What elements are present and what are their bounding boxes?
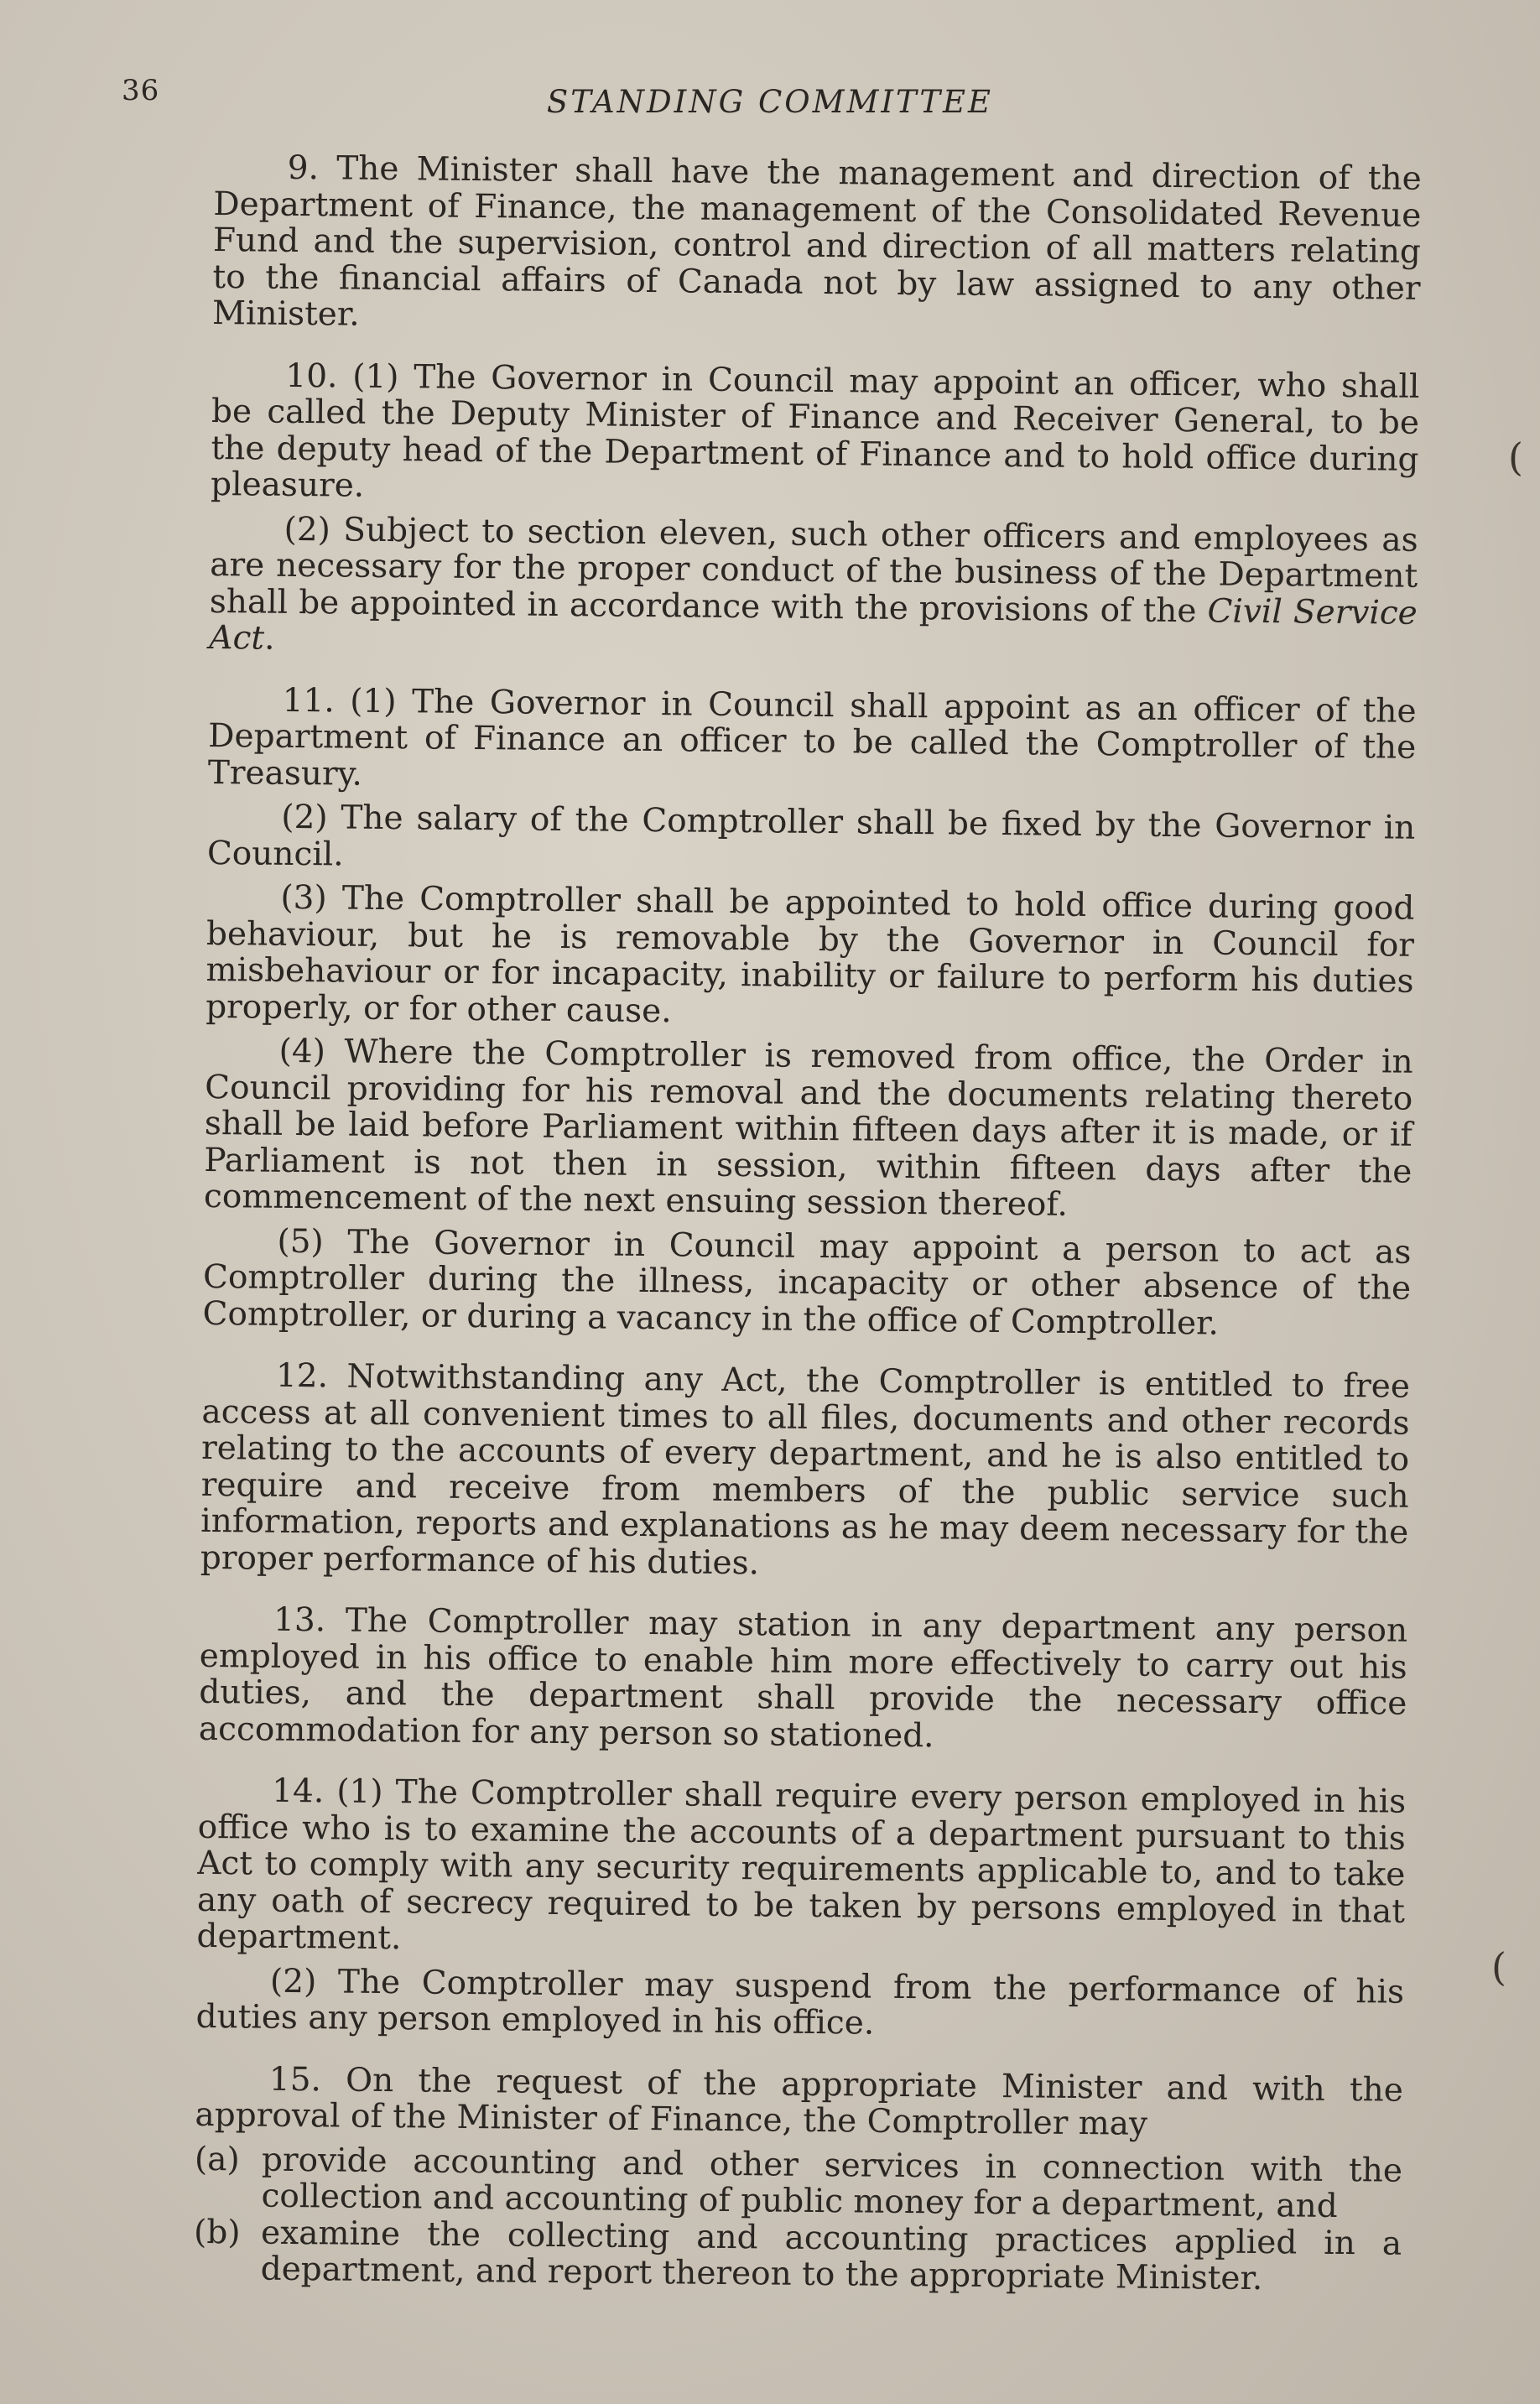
civil-service-act-title: Civil Service Act — [209, 591, 1418, 658]
section-11-5: (5) The Governor in Council may appoint a person to act as Comptroller during the illness, incapacity or other absence of the Comptroller, or during a vacancy in the office of Comptroller. — [202, 1222, 1412, 1343]
section-11-2: (2) The salary of the Comptroller shall be fixed by the Governor in Council. — [206, 798, 1416, 874]
section-12: 12. Notwithstanding any Act, the Comptroller is entitled to free access at all convenient times to all files, documents and other records relating to the accounts of every department, and he is also entitled to require and receive from members of the public service such information, reports and explanations as he may deem necessary for the proper performance of his duties. — [200, 1356, 1411, 1582]
section-13: 13. The Comptroller may station in any department any person employed in his office to enable him more effectively to carry out his duties, and the department shall provide the necessary office accommodation for any person so stationed. — [198, 1600, 1408, 1755]
section-14-2: (2) The Comptroller may suspend from the performance of his duties any person employed in his office. — [195, 1962, 1405, 2042]
section-15: 15. On the request of the appropriate Minister and with the approval of the Minister of Finance, the Comptroller may — [195, 2060, 1404, 2143]
section-15-item-b — [194, 2214, 1402, 2298]
item-a-text: provide accounting and other services in connection with the collection and accounting of public money for a department, and — [261, 2141, 1403, 2225]
item-a-mark: (a) — [194, 2140, 240, 2178]
running-head: STANDING COMMITTEE — [546, 84, 994, 120]
section-10-2-end: . — [263, 619, 275, 658]
margin-bracket-mark-lower: ( — [1491, 1944, 1506, 1990]
section-11-3: (3) The Comptroller shall be appointed to hold office during good behaviour, but he is removable by the Governor in Council for misbehaviour or for incapacity, inability or failure to perform his duties properly, or for other cause. — [205, 878, 1415, 1030]
section-15-item-a — [194, 2141, 1402, 2225]
section-10-2-text: (2) Subject to section eleven, such other officers and employees as are necessary for the proper conduct of the business of the Department shall be appointed in accordance with the provisions of the — [209, 510, 1418, 630]
page-number: 36 — [122, 74, 160, 107]
section-11-4: (4) Where the Comptroller is removed from office, the Order in Council providing for his removal and the documents relating thereto shall be laid before Parliament within fifteen days after it is made, or if Parliament is not then in session, within fifteen days after the commencement of the next ensuing session thereof. — [203, 1032, 1413, 1224]
section-14-1: 14. (1) The Comptroller shall require every person employed in his office who is to examine the accounts of a department pursuant to this Act to comply with any security requirements applicable to, and to take any oath of secrecy required to be taken by persons employed in that department. — [196, 1772, 1407, 1958]
item-b-text: examine the collecting and accounting practices applied in a department, and report thereon to the appropriate Minister. — [260, 2214, 1402, 2298]
document-body — [194, 149, 1422, 2298]
section-11-1: 11. (1) The Governor in Council shall appoint as an officer of the Department of Finance an officer to be called the Comptroller of the Treasury. — [207, 681, 1417, 794]
section-10-2 — [209, 510, 1418, 668]
section-9: 9. The Minister shall have the management and direction of the Department of Finance, the management of the Consolidated Revenue Fund and the supervision, control and direction of all matters relating to the financial affairs of Canada not by law assigned to any other Minister. — [211, 148, 1422, 334]
item-b-mark: (b) — [193, 2213, 241, 2251]
section-10-1: 10. (1) The Governor in Council may appoint an officer, who shall be called the Deputy Minister of Finance and Receiver General, to be the deputy head of the Department of Finance and to hold office during pleasure. — [210, 356, 1420, 505]
margin-bracket-mark: ( — [1508, 434, 1523, 480]
